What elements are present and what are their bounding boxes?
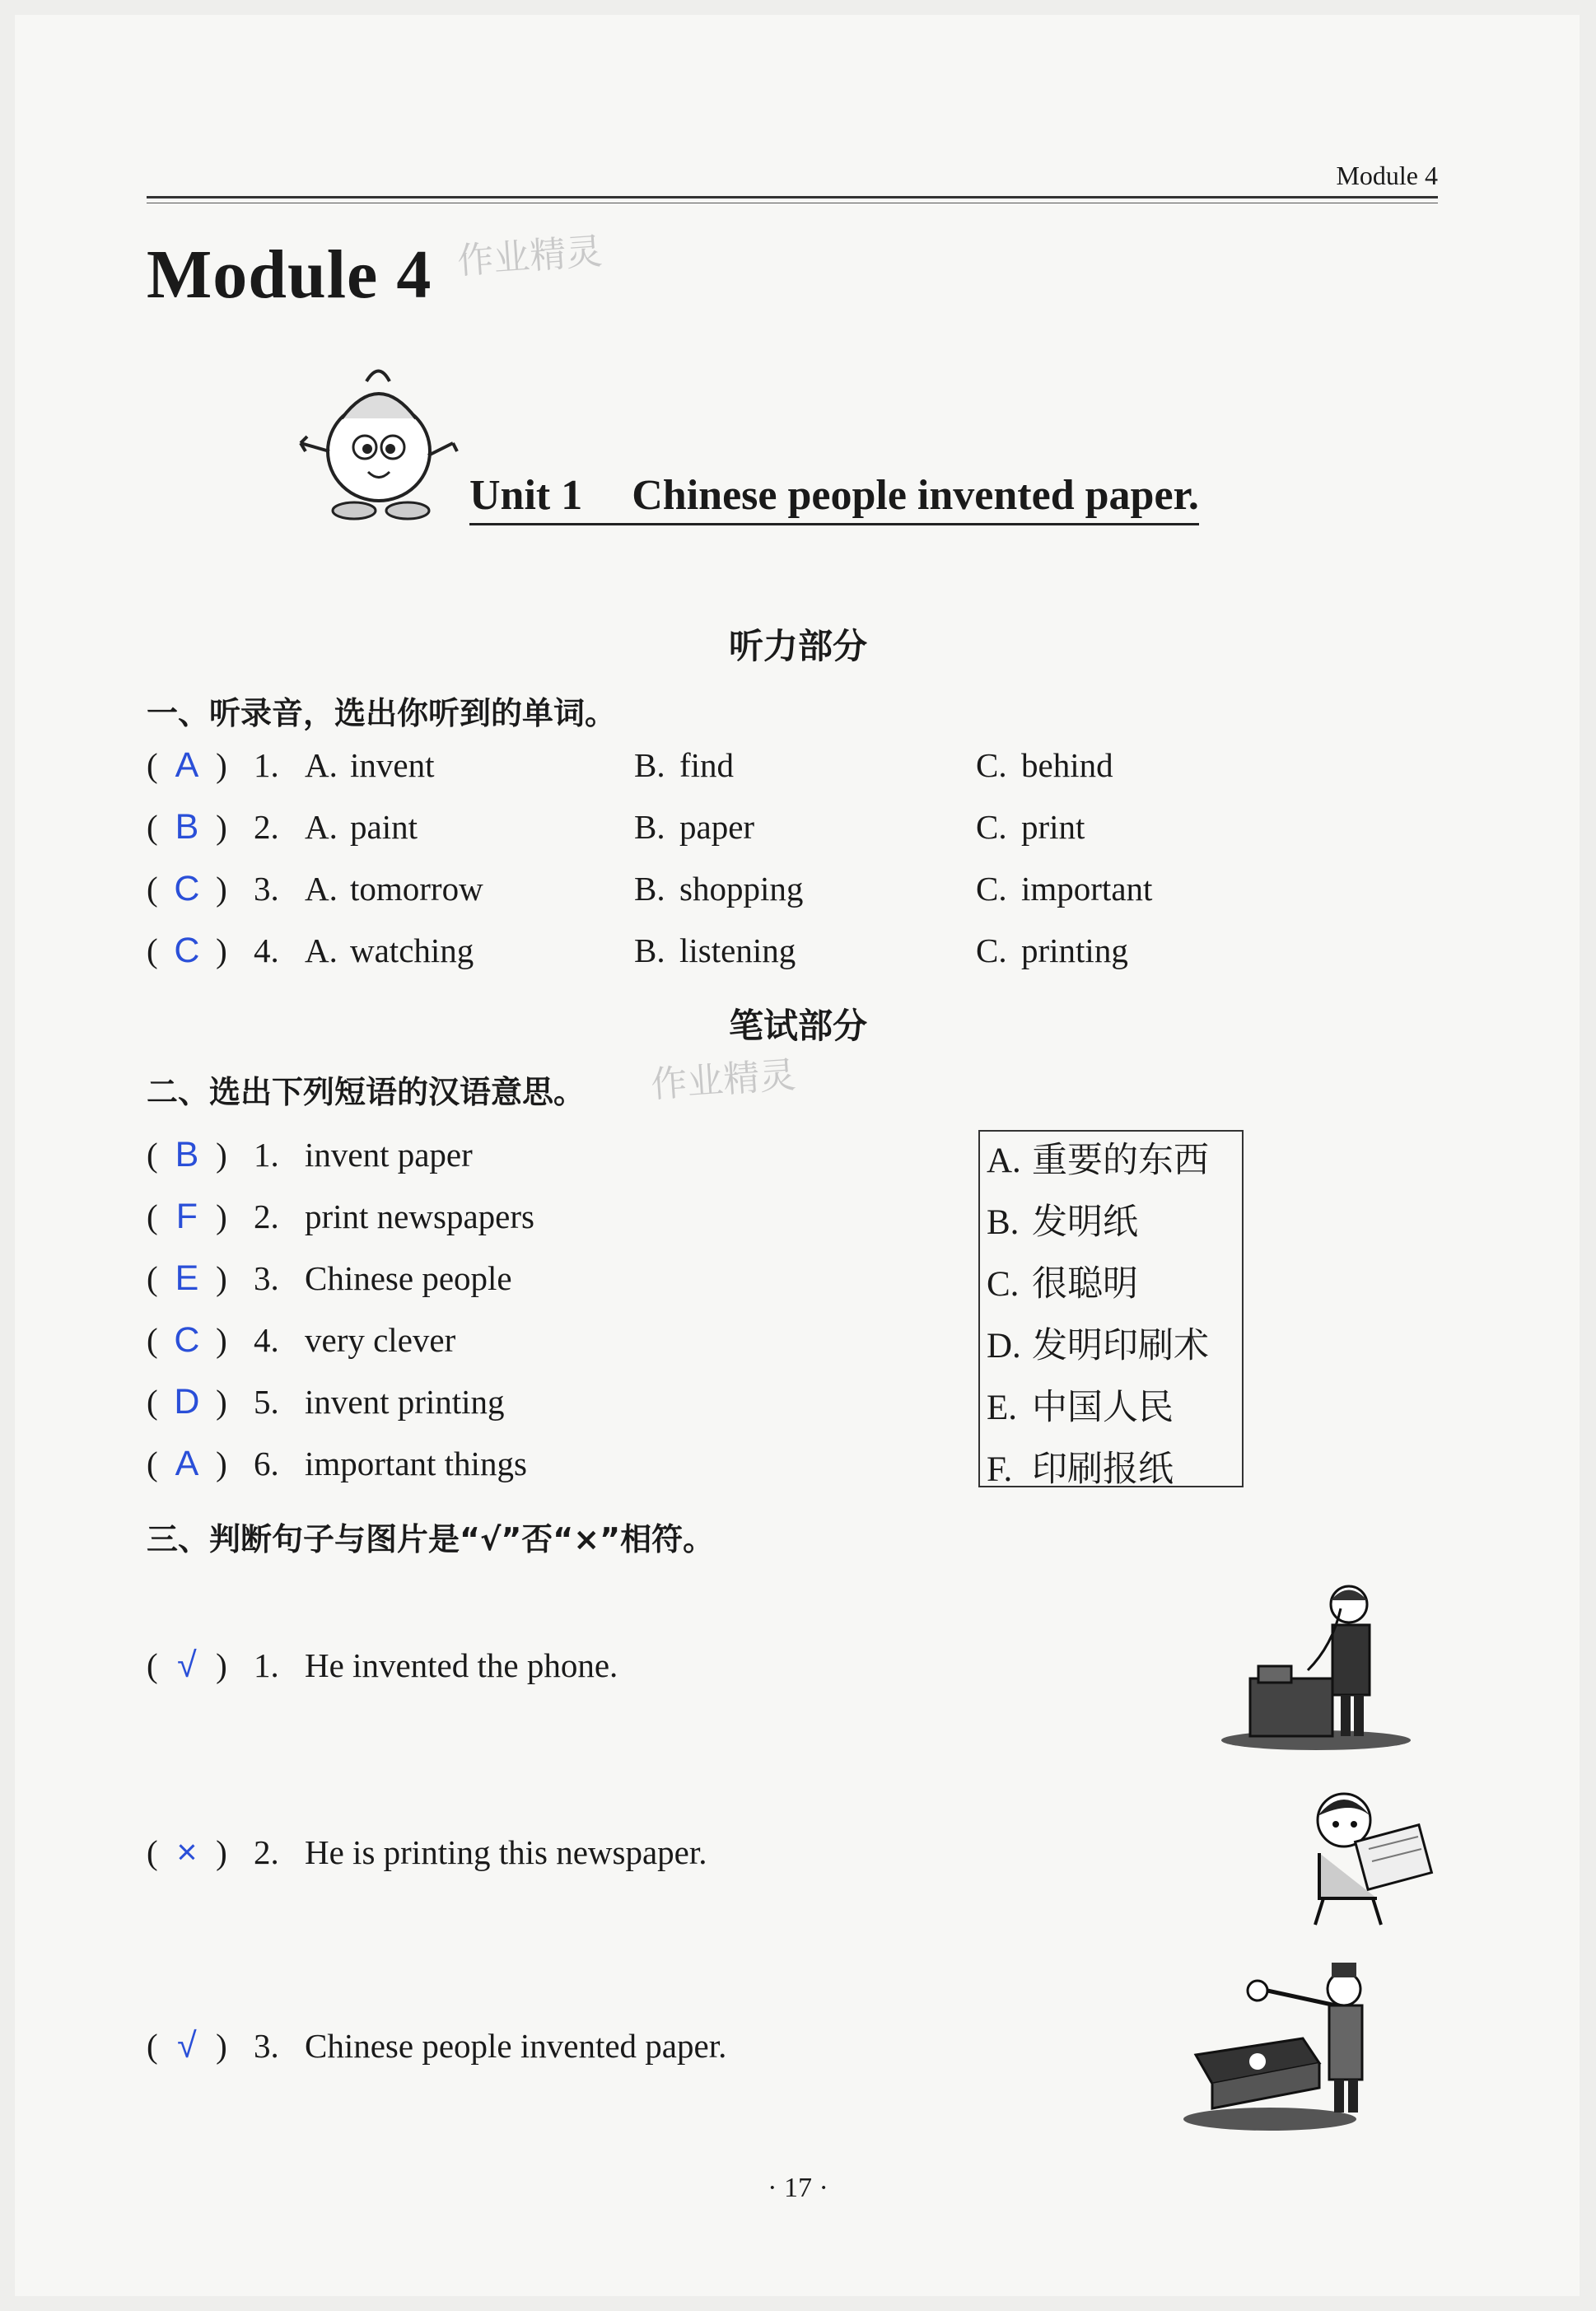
item-number: 4. — [254, 1321, 279, 1359]
option-meaning: 发明纸 — [1032, 1203, 1138, 1242]
answer-parens: ( B ) — [147, 1135, 227, 1174]
option-meaning: 发明印刷术 — [1032, 1327, 1209, 1366]
option-letter: C. — [976, 746, 1007, 784]
item-number: 5. — [254, 1383, 279, 1421]
option-a — [305, 745, 634, 785]
phrase-row — [147, 1444, 527, 1484]
option-a — [305, 807, 634, 847]
answer-parens: ( × ) — [147, 1832, 227, 1872]
option-b — [634, 869, 976, 908]
judge-row — [147, 1646, 618, 1686]
option-a-word: paint — [350, 808, 418, 846]
option-c — [976, 746, 1113, 784]
listening-heading: 听力部分 — [728, 626, 867, 666]
answer-parens: ( B ) — [147, 807, 227, 847]
answer-value: C — [174, 931, 200, 970]
phrase-row — [147, 1197, 534, 1237]
item-number: 6. — [254, 1445, 279, 1482]
boy-reading-newspaper-icon — [1286, 1783, 1435, 1927]
option-letter: F. — [987, 1450, 1013, 1489]
option-meaning: 印刷报纸 — [1032, 1450, 1174, 1489]
answer-parens: ( √ ) — [147, 2026, 227, 2066]
option-item — [987, 1441, 1174, 1492]
running-head: Module 4 — [1336, 161, 1438, 190]
item-number: 2. — [254, 1198, 279, 1235]
answer-value: B — [175, 807, 199, 847]
option-letter: C. — [976, 808, 1007, 846]
written-heading: 笔试部分 — [728, 1006, 867, 1046]
option-b — [634, 807, 976, 847]
option-letter: B. — [987, 1203, 1020, 1242]
option-letter: C. — [976, 931, 1007, 969]
option-letter: C. — [976, 870, 1007, 908]
answer-value: D — [174, 1382, 200, 1422]
listening-row — [147, 869, 1152, 909]
answer-parens: ( E ) — [147, 1258, 227, 1298]
option-b-word: find — [679, 746, 735, 784]
phrase-row — [147, 1382, 505, 1422]
option-c-word: printing — [1021, 931, 1128, 969]
answer-value: × — [176, 1832, 198, 1872]
option-item — [987, 1380, 1174, 1430]
module-title: Module 4 — [147, 236, 432, 313]
option-b-word: paper — [679, 808, 755, 846]
listening-row — [147, 931, 1128, 971]
phrase-row — [147, 1258, 512, 1299]
phrase-text: invent paper — [305, 1136, 473, 1174]
item-number: 2. — [254, 808, 279, 846]
option-letter: B. — [634, 746, 665, 784]
unit-label: Unit 1 — [469, 472, 583, 519]
phrase-text: Chinese people — [305, 1259, 512, 1297]
item-number: 2. — [254, 1833, 279, 1871]
answer-value: √ — [177, 1646, 197, 1685]
option-letter: A. — [305, 746, 338, 784]
option-letter: A. — [305, 870, 338, 908]
answer-value: C — [174, 869, 200, 908]
question-1-title: 一、听录音，选出你听到的单词。 — [147, 695, 617, 731]
question-2-title: 二、选出下列短语的汉语意思。 — [147, 1074, 586, 1110]
option-c — [976, 808, 1085, 846]
option-letter: A. — [305, 931, 338, 969]
watermark: 作业精灵 — [455, 230, 604, 283]
item-number: 1. — [254, 746, 279, 784]
option-a — [305, 931, 634, 970]
answer-parens: ( C ) — [147, 869, 227, 908]
answer-parens: ( D ) — [147, 1382, 227, 1422]
option-meaning: 重要的东西 — [1032, 1141, 1209, 1180]
answer-parens: ( √ ) — [147, 1646, 227, 1685]
papermaking-man-icon — [1179, 1956, 1377, 2133]
option-c — [976, 870, 1152, 908]
answer-parens: ( F ) — [147, 1197, 227, 1236]
option-c — [976, 931, 1128, 969]
page-number: · 17 · — [768, 2173, 828, 2203]
phrase-text: print newspapers — [305, 1198, 534, 1235]
item-number: 3. — [254, 1259, 279, 1297]
option-a-word: watching — [350, 931, 474, 969]
question-3-title: 三、判断句子与图片是“√”否“×”相符。 — [147, 1521, 715, 1557]
option-c-word: behind — [1021, 746, 1113, 784]
item-number: 4. — [254, 931, 279, 969]
answer-value: B — [175, 1135, 199, 1174]
answer-parens: ( C ) — [147, 931, 227, 970]
judge-row — [147, 2026, 726, 2066]
item-number: 1. — [254, 1646, 279, 1684]
item-number: 3. — [254, 2027, 279, 2065]
answer-value: A — [175, 1444, 199, 1483]
listening-row — [147, 807, 1085, 847]
option-meaning: 很聪明 — [1032, 1265, 1138, 1304]
phrase-text: important things — [305, 1445, 527, 1482]
option-b-word: shopping — [679, 870, 804, 908]
option-a-word: tomorrow — [350, 870, 483, 908]
sentence-text: Chinese people invented paper. — [305, 2027, 727, 2065]
options-box — [978, 1130, 1244, 1487]
judge-row — [147, 1832, 707, 1873]
option-letter: B. — [634, 870, 665, 908]
option-c-word: important — [1021, 870, 1153, 908]
option-meaning: 中国人民 — [1032, 1389, 1174, 1427]
phone-man-icon — [1217, 1580, 1415, 1753]
sentence-text: He is printing this newspaper. — [305, 1833, 707, 1871]
item-number: 1. — [254, 1136, 279, 1174]
option-b-word: listening — [679, 931, 796, 969]
answer-value: F — [175, 1197, 198, 1236]
phrase-row — [147, 1135, 473, 1175]
option-item — [987, 1256, 1138, 1306]
phrase-row — [147, 1320, 455, 1361]
option-letter: A. — [305, 808, 338, 846]
answer-parens: ( A ) — [147, 745, 227, 785]
option-a — [305, 869, 634, 908]
answer-parens: ( C ) — [147, 1320, 227, 1360]
listening-row — [147, 745, 1113, 786]
option-letter: D. — [987, 1327, 1021, 1366]
answer-value: C — [174, 1320, 200, 1360]
option-letter: B. — [634, 931, 665, 969]
watermark: 作业精灵 — [649, 1053, 797, 1107]
phrase-text: very clever — [305, 1321, 456, 1359]
answer-value: A — [175, 745, 199, 785]
option-c-word: print — [1021, 808, 1085, 846]
option-b — [634, 745, 976, 785]
answer-value: √ — [177, 2026, 197, 2066]
answer-parens: ( A ) — [147, 1444, 227, 1483]
header-rule — [147, 196, 1438, 198]
item-number: 3. — [254, 870, 279, 908]
mascot-icon — [292, 361, 465, 525]
option-b — [634, 931, 976, 970]
unit-name: Chinese people invented paper. — [632, 472, 1199, 519]
option-item — [987, 1194, 1138, 1244]
option-item — [987, 1132, 1209, 1183]
option-letter: B. — [634, 808, 665, 846]
option-item — [987, 1318, 1209, 1368]
answer-value: E — [175, 1258, 199, 1298]
option-letter: A. — [987, 1141, 1021, 1180]
sentence-text: He invented the phone. — [305, 1646, 618, 1684]
unit-title — [469, 471, 1199, 525]
option-a-word: invent — [350, 746, 435, 784]
option-letter: E. — [987, 1389, 1018, 1427]
option-letter: C. — [987, 1265, 1020, 1304]
phrase-text: invent printing — [305, 1383, 505, 1421]
